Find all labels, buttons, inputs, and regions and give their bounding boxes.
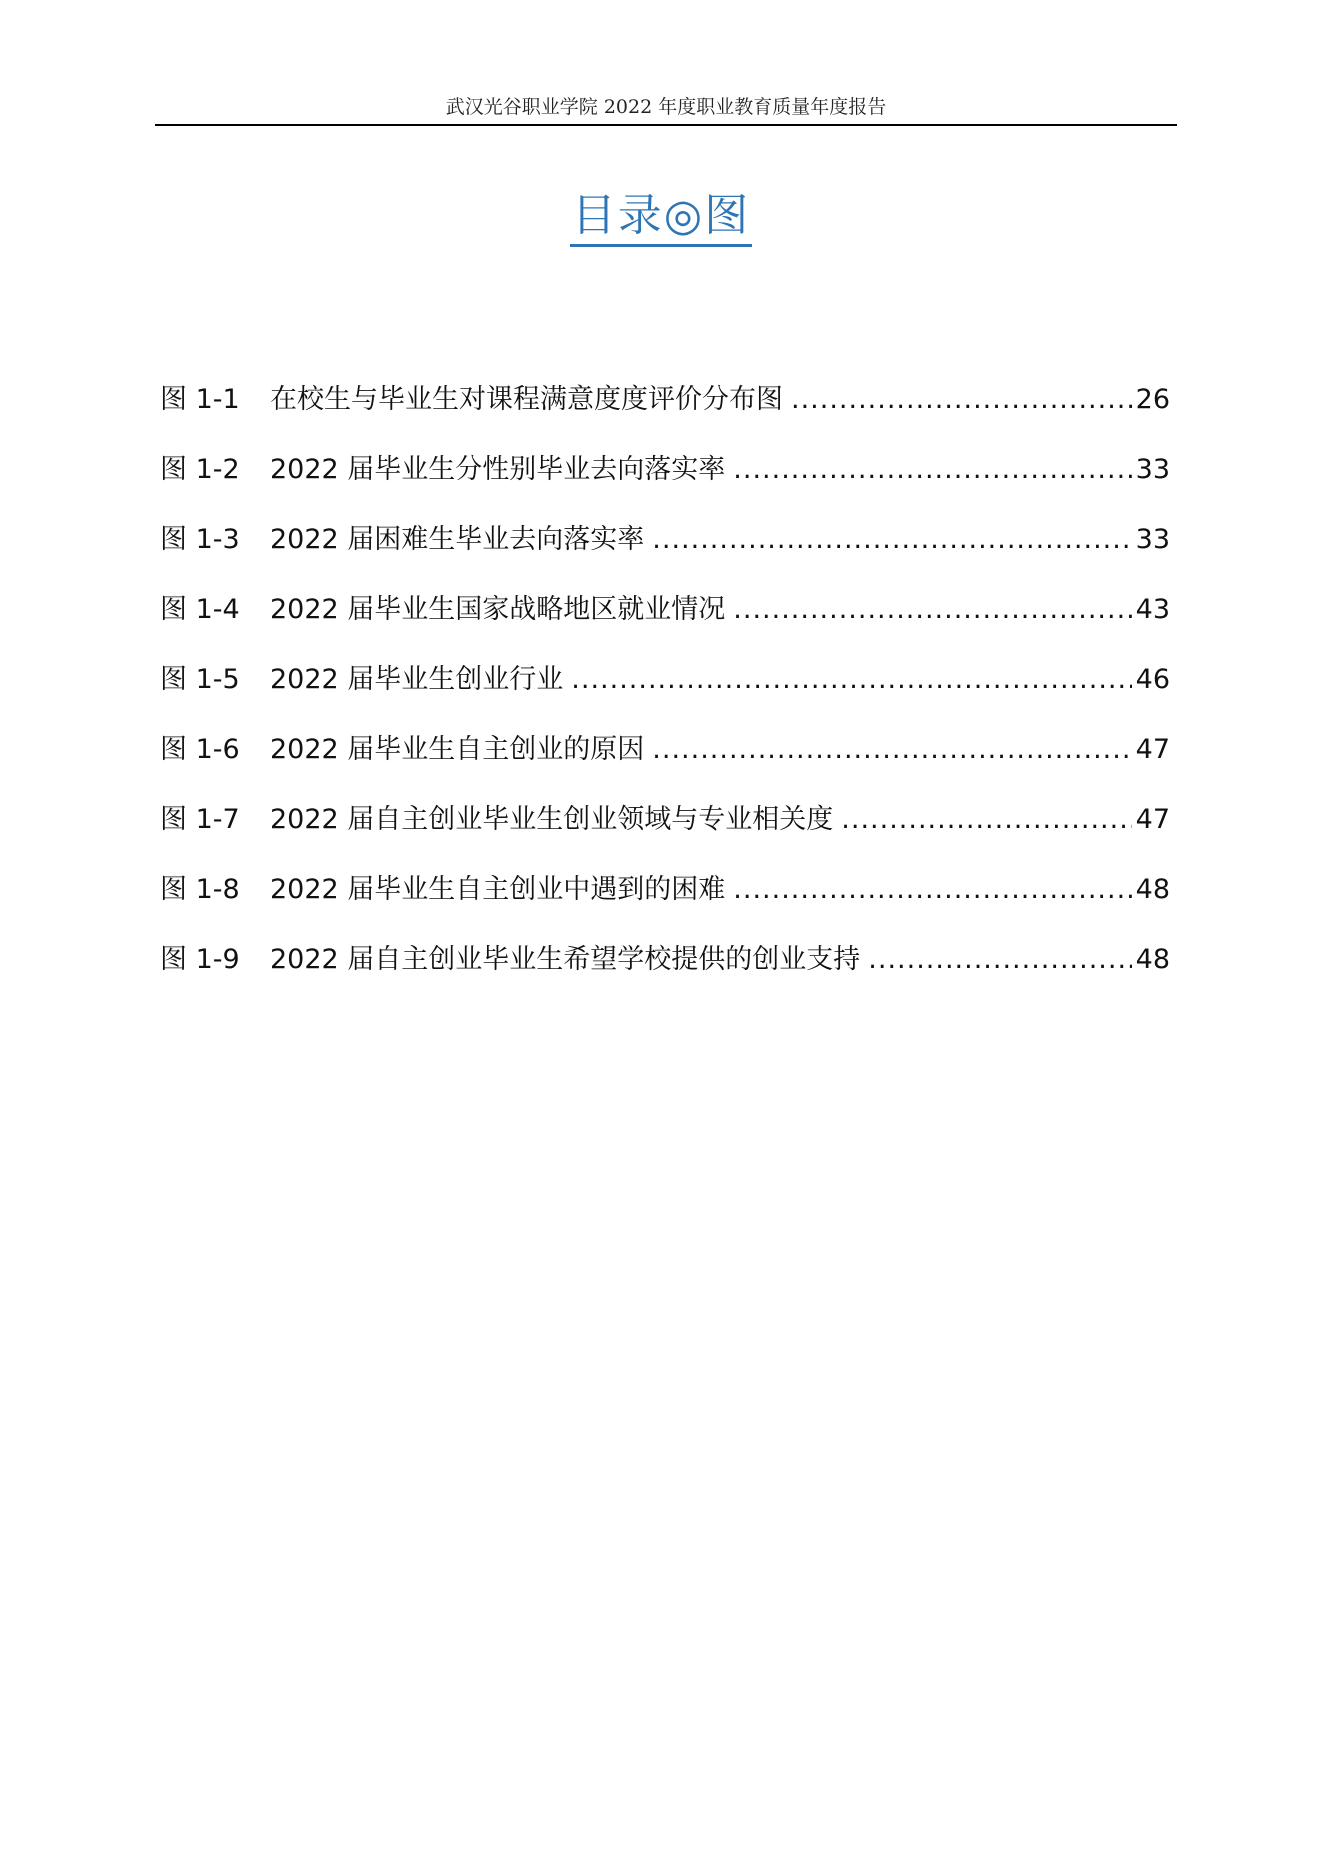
figure-label: 图 1-4 xyxy=(160,594,240,625)
figure-label: 图 1-3 xyxy=(160,524,240,555)
page-number: 43 xyxy=(1135,594,1170,625)
toc-title-wrapper xyxy=(0,188,1322,247)
toc-entry-1-2[interactable] xyxy=(160,450,1170,520)
figure-label: 图 1-6 xyxy=(160,734,240,765)
page-number: 33 xyxy=(1135,454,1170,485)
toc-entry-1-8[interactable] xyxy=(160,870,1170,940)
figure-label: 图 1-7 xyxy=(160,804,240,835)
toc-entry-1-7[interactable] xyxy=(160,800,1170,870)
dot-leader xyxy=(733,590,1131,630)
figure-label: 图 1-2 xyxy=(160,454,240,485)
dot-leader xyxy=(733,870,1131,910)
figure-label: 图 1-1 xyxy=(160,384,240,415)
figure-toc-list xyxy=(160,380,1170,1010)
figure-title: 在校生与毕业生对课程满意度度评价分布图 xyxy=(270,384,783,415)
dot-leader xyxy=(652,730,1131,770)
toc-entry-1-5[interactable] xyxy=(160,660,1170,730)
dot-leader xyxy=(652,520,1131,560)
figure-title: 2022 届自主创业毕业生希望学校提供的创业支持 xyxy=(270,944,861,975)
figure-title: 2022 届毕业生自主创业的原因 xyxy=(270,734,645,765)
page-number: 48 xyxy=(1135,874,1170,905)
toc-entry-1-3[interactable] xyxy=(160,520,1170,590)
page-number: 46 xyxy=(1135,664,1170,695)
header-divider xyxy=(155,124,1177,126)
toc-entry-1-6[interactable] xyxy=(160,730,1170,800)
figure-label: 图 1-9 xyxy=(160,944,240,975)
figure-title: 2022 届困难生毕业去向落实率 xyxy=(270,524,645,555)
page-number: 26 xyxy=(1135,384,1170,415)
figure-title: 2022 届毕业生创业行业 xyxy=(270,664,564,695)
figure-title: 2022 届自主创业毕业生创业领域与专业相关度 xyxy=(270,804,834,835)
figure-label: 图 1-5 xyxy=(160,664,240,695)
page-number: 33 xyxy=(1135,524,1170,555)
dot-leader xyxy=(868,940,1131,980)
page-number: 48 xyxy=(1135,944,1170,975)
figure-label: 图 1-8 xyxy=(160,874,240,905)
dot-leader xyxy=(841,800,1131,840)
running-header: 武汉光谷职业学院 2022 年度职业教育质量年度报告 xyxy=(445,96,887,118)
dot-leader xyxy=(571,660,1131,700)
toc-entry-1-9[interactable] xyxy=(160,940,1170,1010)
toc-title[interactable]: 目录◎图 xyxy=(570,188,752,247)
figure-title: 2022 届毕业生国家战略地区就业情况 xyxy=(270,594,726,625)
figure-title: 2022 届毕业生自主创业中遇到的困难 xyxy=(270,874,726,905)
figure-title: 2022 届毕业生分性别毕业去向落实率 xyxy=(270,454,726,485)
dot-leader xyxy=(733,450,1131,490)
toc-entry-1-4[interactable] xyxy=(160,590,1170,660)
page-number: 47 xyxy=(1135,734,1170,765)
toc-entry-1-1[interactable] xyxy=(160,380,1170,450)
dot-leader xyxy=(791,380,1132,420)
page-number: 47 xyxy=(1135,804,1170,835)
